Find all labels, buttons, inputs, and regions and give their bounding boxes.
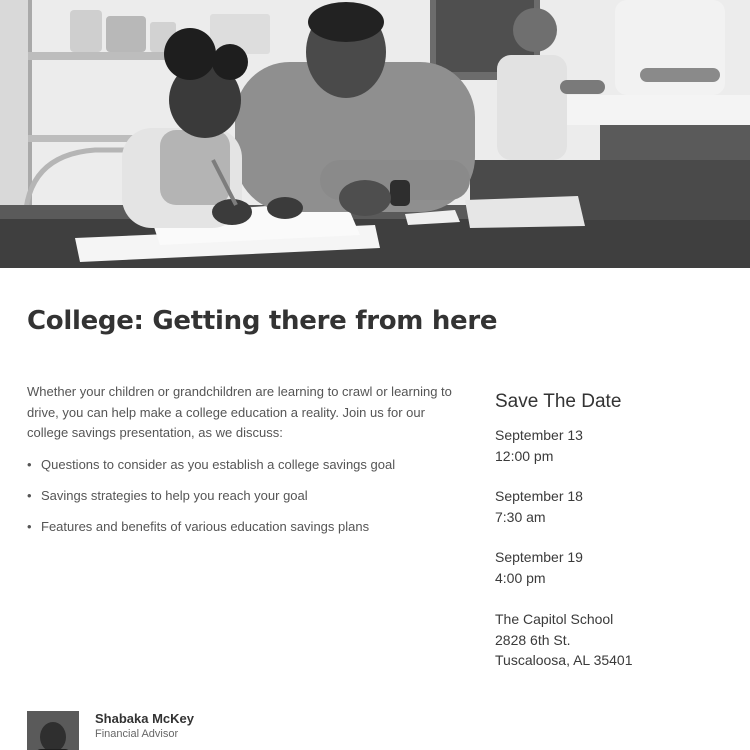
advisor-portrait-illustration: [27, 711, 79, 750]
list-item: [27, 487, 467, 505]
list-item-text: Features and benefits of various education savings plans: [41, 519, 370, 534]
event-time: 7:30 am: [495, 508, 546, 525]
venue-street: 2828 6th St.: [495, 631, 571, 648]
hero-photo: [0, 0, 750, 268]
list-item-text: Questions to consider as you establish a college savings goal: [41, 457, 396, 472]
advisor-photo: [27, 711, 79, 750]
event-date: September 13: [495, 427, 583, 443]
advisor-name: Shabaka McKey: [95, 711, 194, 726]
event-item: [495, 425, 735, 466]
venue-city: Tuscaloosa, AL 35401: [495, 652, 633, 668]
list-item-text: Savings strategies to help you reach your goal: [41, 488, 308, 503]
advisor-role: Financial Advisor: [95, 728, 179, 740]
headline: College: Getting there from here: [27, 306, 498, 336]
bullet-symbol: •: [27, 457, 32, 472]
intro-paragraph: Whether your children or grandchildren are learning to crawl or learning to drive, you can help make a college education a reality. Join us for our college savings presentation, as we discuss:: [27, 384, 452, 440]
bullet-symbol: •: [27, 488, 32, 503]
event-date: September 18: [495, 488, 583, 504]
event-date: September 19: [495, 549, 583, 565]
list-item: [27, 456, 467, 474]
venue-address: [495, 609, 735, 671]
venue-name: The Capitol School: [495, 611, 614, 627]
event-time: 12:00 pm: [495, 447, 554, 464]
hero-photo-illustration: [0, 0, 750, 268]
event-time: 4:00 pm: [495, 569, 546, 586]
save-the-date-title: Save The Date: [495, 391, 622, 412]
event-list: [495, 425, 735, 608]
list-item: [27, 518, 467, 536]
bullet-symbol: •: [27, 519, 32, 534]
event-item: [495, 486, 735, 527]
event-item: [495, 547, 735, 588]
discussion-topics-list: [27, 456, 467, 549]
